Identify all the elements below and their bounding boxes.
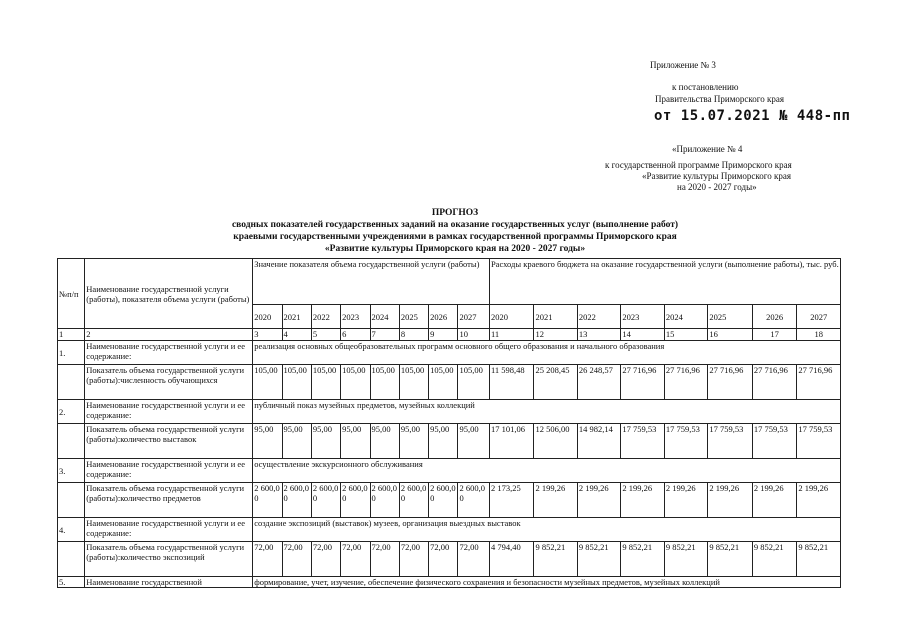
- section-name: Наименование государственной услуги и ее содержание:: [85, 459, 253, 483]
- volume-value: 72,00: [253, 542, 282, 577]
- indicator-name: Показатель объема государственной услуги (работы):количество предметов: [85, 483, 253, 518]
- volume-value: 72,00: [458, 542, 489, 577]
- document-title: [150, 207, 760, 255]
- title-line1: ПРОГНОЗ: [431, 208, 479, 218]
- budget-value: 17 101,06: [489, 424, 534, 459]
- year-budget-2024: 2024: [664, 305, 707, 329]
- year-budget-2020: 2020: [489, 305, 534, 329]
- year-volume-2024: 2024: [370, 305, 399, 329]
- section-name: Наименование государственной услуги и ее содержание:: [85, 341, 253, 365]
- volume-value: 72,00: [311, 542, 340, 577]
- year-budget-2022: 2022: [577, 305, 620, 329]
- indicator-name: Показатель объема государственной услуги (работы):количество выставок: [85, 424, 253, 459]
- budget-value: 2 199,26: [797, 483, 841, 518]
- head-volume: Значение показателя объема государственной услуги (работы): [253, 259, 490, 305]
- budget-value: 2 199,26: [752, 483, 797, 518]
- volume-value: 105,00: [429, 365, 458, 400]
- column-number-17: 17: [752, 329, 797, 341]
- budget-value: 9 852,21: [752, 542, 797, 577]
- budget-value: 2 199,26: [664, 483, 707, 518]
- budget-value: 27 716,96: [797, 365, 841, 400]
- volume-value: 105,00: [370, 365, 399, 400]
- indicator-row: [58, 424, 841, 459]
- head-name: Наименование государственной услуги (работы), показателя объема услуги (работы): [85, 259, 253, 329]
- head-num: №п/п: [58, 259, 85, 329]
- volume-value: 72,00: [282, 542, 311, 577]
- attachment-top-line2: к постановлению: [672, 82, 739, 92]
- column-number-11: 11: [489, 329, 534, 341]
- attachment-top-line3: Правительства Приморского края: [655, 94, 785, 104]
- column-number-9: 9: [429, 329, 458, 341]
- budget-value: 17 759,53: [664, 424, 707, 459]
- title-line2: сводных показателей государственных заданий на оказание государственных услуг (выполнение работ): [231, 220, 679, 230]
- volume-value: 72,00: [341, 542, 370, 577]
- budget-value: 17 759,53: [797, 424, 841, 459]
- section-name: Наименование государственной: [85, 577, 253, 588]
- year-volume-2027: 2027: [458, 305, 489, 329]
- volume-value: 72,00: [399, 542, 428, 577]
- budget-value: 2 173,25: [489, 483, 534, 518]
- indicator-num-cell: [58, 483, 85, 518]
- attachment-program-line1: «Приложение № 4: [672, 144, 743, 154]
- budget-value: 2 199,26: [534, 483, 577, 518]
- volume-value: 2 600,00: [370, 483, 399, 518]
- volume-value: 105,00: [399, 365, 428, 400]
- column-number-12: 12: [534, 329, 577, 341]
- head-budget: Расходы краевого бюджета на оказание государственной услуги (выполнение работы), тыс. руб.: [489, 259, 840, 305]
- budget-value: 27 716,96: [621, 365, 664, 400]
- budget-value: 2 199,26: [577, 483, 620, 518]
- budget-value: 12 506,00: [534, 424, 577, 459]
- year-budget-2021: 2021: [534, 305, 577, 329]
- indicator-row: [58, 365, 841, 400]
- volume-value: 95,00: [311, 424, 340, 459]
- year-volume-2020: 2020: [253, 305, 282, 329]
- year-volume-2021: 2021: [282, 305, 311, 329]
- year-volume-2022: 2022: [311, 305, 340, 329]
- budget-value: 17 759,53: [752, 424, 797, 459]
- column-number-13: 13: [577, 329, 620, 341]
- budget-value: 9 852,21: [797, 542, 841, 577]
- volume-value: 2 600,00: [429, 483, 458, 518]
- column-number-16: 16: [708, 329, 753, 341]
- title-line4: «Развитие культуры Приморского края на 2020 - 2027 годы»: [324, 244, 586, 254]
- year-budget-2027: 2027: [797, 305, 841, 329]
- volume-value: 2 600,00: [399, 483, 428, 518]
- budget-value: 27 716,96: [708, 365, 753, 400]
- budget-value: 9 852,21: [708, 542, 753, 577]
- volume-value: 95,00: [429, 424, 458, 459]
- volume-value: 2 600,00: [458, 483, 489, 518]
- indicator-num-cell: [58, 365, 85, 400]
- volume-value: 105,00: [311, 365, 340, 400]
- volume-value: 2 600,00: [311, 483, 340, 518]
- volume-value: 105,00: [253, 365, 282, 400]
- section-header-row: [58, 518, 841, 542]
- column-number-10: 10: [458, 329, 489, 341]
- volume-value: 72,00: [429, 542, 458, 577]
- attachment-program-line3: «Развитие культуры Приморского края: [642, 171, 791, 181]
- indicator-num-cell: [58, 424, 85, 459]
- budget-value: 9 852,21: [577, 542, 620, 577]
- column-number-5: 5: [311, 329, 340, 341]
- column-number-4: 4: [282, 329, 311, 341]
- section-header-row: [58, 577, 841, 588]
- volume-value: 105,00: [458, 365, 489, 400]
- column-number-8: 8: [399, 329, 428, 341]
- indicator-num-cell: [58, 542, 85, 577]
- section-content: формирование, учет, изучение, обеспечение физического сохранения и безопасности музейных предметов, музейных коллекций: [253, 577, 841, 588]
- year-volume-2025: 2025: [399, 305, 428, 329]
- budget-value: 26 248,57: [577, 365, 620, 400]
- section-header-row: [58, 341, 841, 365]
- section-content: создание экспозиций (выставок) музеев, организация выездных выставок: [253, 518, 841, 542]
- year-volume-2023: 2023: [341, 305, 370, 329]
- volume-value: 95,00: [370, 424, 399, 459]
- column-number-3: 3: [253, 329, 282, 341]
- budget-value: 27 716,96: [664, 365, 707, 400]
- section-number: 3.: [58, 459, 85, 483]
- column-number-14: 14: [621, 329, 664, 341]
- volume-value: 105,00: [341, 365, 370, 400]
- volume-value: 95,00: [458, 424, 489, 459]
- section-number: 2.: [58, 400, 85, 424]
- budget-value: 4 794,40: [489, 542, 534, 577]
- budget-value: 11 598,48: [489, 365, 534, 400]
- budget-value: 25 208,45: [534, 365, 577, 400]
- volume-value: 2 600,00: [253, 483, 282, 518]
- section-header-row: [58, 459, 841, 483]
- volume-value: 2 600,00: [341, 483, 370, 518]
- budget-value: 2 199,26: [621, 483, 664, 518]
- volume-value: 2 600,00: [282, 483, 311, 518]
- column-number-2: 2: [85, 329, 253, 341]
- budget-value: 9 852,21: [664, 542, 707, 577]
- volume-value: 95,00: [399, 424, 428, 459]
- section-name: Наименование государственной услуги и ее содержание:: [85, 400, 253, 424]
- column-number-1: 1: [58, 329, 85, 341]
- budget-value: 17 759,53: [708, 424, 753, 459]
- budget-value: 9 852,21: [534, 542, 577, 577]
- budget-value: 14 982,14: [577, 424, 620, 459]
- year-budget-2026: 2026: [752, 305, 797, 329]
- title-line3: краевыми государственными учреждениями в рамках государственной программы Приморского края: [233, 232, 677, 242]
- volume-value: 95,00: [341, 424, 370, 459]
- year-budget-2025: 2025: [708, 305, 753, 329]
- budget-value: 17 759,53: [621, 424, 664, 459]
- volume-value: 95,00: [282, 424, 311, 459]
- volume-value: 105,00: [282, 365, 311, 400]
- budget-value: 2 199,26: [708, 483, 753, 518]
- volume-value: 72,00: [370, 542, 399, 577]
- column-number-6: 6: [341, 329, 370, 341]
- section-name: Наименование государственной услуги и ее содержание:: [85, 518, 253, 542]
- forecast-table: [57, 258, 841, 588]
- indicator-row: [58, 483, 841, 518]
- column-number-7: 7: [370, 329, 399, 341]
- column-number-15: 15: [664, 329, 707, 341]
- section-number: 5.: [58, 577, 85, 588]
- decree-date-stamp: от 15.07.2021 № 448-пп: [654, 108, 851, 124]
- indicator-name: Показатель объема государственной услуги (работы):численность обучающихся: [85, 365, 253, 400]
- section-content: реализация основных общеобразовательных программ основного общего образования и начального образования: [253, 341, 841, 365]
- volume-value: 95,00: [253, 424, 282, 459]
- budget-value: 27 716,96: [752, 365, 797, 400]
- attachment-top-line1: Приложение № 3: [650, 60, 716, 70]
- year-volume-2026: 2026: [429, 305, 458, 329]
- indicator-row: [58, 542, 841, 577]
- section-content: публичный показ музейных предметов, музейных коллекций: [253, 400, 841, 424]
- column-number-18: 18: [797, 329, 841, 341]
- attachment-program-line4: на 2020 - 2027 годы»: [677, 182, 757, 192]
- section-header-row: [58, 400, 841, 424]
- attachment-program-line2: к государственной программе Приморского края: [605, 160, 792, 170]
- budget-value: 9 852,21: [621, 542, 664, 577]
- indicator-name: Показатель объема государственной услуги (работы):количество экспозиций: [85, 542, 253, 577]
- section-content: осуществление экскурсионного обслуживания: [253, 459, 841, 483]
- section-number: 1.: [58, 341, 85, 365]
- section-number: 4.: [58, 518, 85, 542]
- year-budget-2023: 2023: [621, 305, 664, 329]
